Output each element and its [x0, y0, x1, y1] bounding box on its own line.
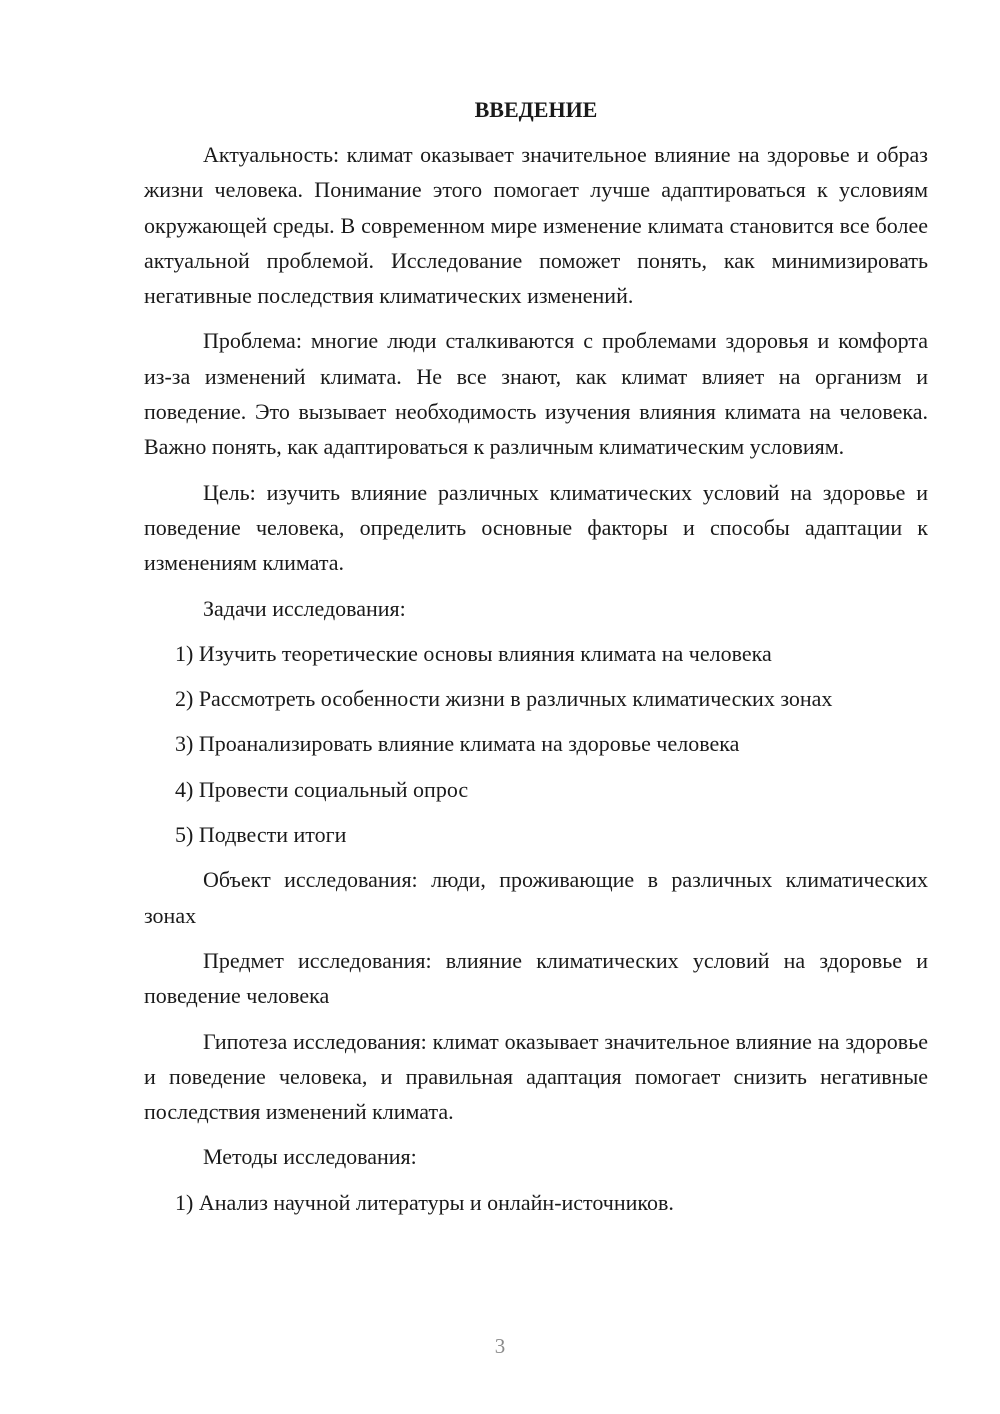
object-paragraph: Объект исследования: люди, проживающие в различных климатических зонах: [144, 867, 928, 928]
page-title: ВВЕДЕНИЕ: [474, 97, 598, 122]
tasks-heading: Задачи исследования:: [203, 595, 406, 621]
hypothesis-paragraph: Гипотеза исследования: климат оказывает значительное влияние на здоровье и поведение человека, и правильная адаптация помогает снизить негативные последствия изменений климата.: [144, 1028, 928, 1125]
list-item: 1) Анализ научной литературы и онлайн-источников.: [175, 1189, 674, 1215]
relevance-paragraph: Актуальность: климат оказывает значительное влияние на здоровье и образ жизни человека. Понимание этого помогает лучше адаптироваться к условиям окружающей среды. В современном мире изменение климата становится все более актуальной проблемой. Исследование поможет понять, как минимизировать негативные последствия климатических изменений.: [144, 142, 928, 309]
list-item: 3) Проанализировать влияние климата на здоровье человека: [175, 731, 740, 757]
problem-paragraph: Проблема: многие люди сталкиваются с проблемами здоровья и комфорта из-за изменений климата. Не все знают, как климат влияет на организм и поведение. Это вызывает необходимость изучения влияния климата на человека. Важно понять, как адаптироваться к различным климатическим условиям.: [144, 328, 928, 460]
methods-list: [144, 1185, 928, 1220]
tasks-list: [144, 636, 928, 852]
list-item: 5) Подвести итоги: [175, 822, 347, 848]
page-number: 3: [494, 1334, 506, 1358]
methods-heading: Методы исследования:: [203, 1144, 417, 1170]
subject-paragraph: Предмет исследования: влияние климатических условий на здоровье и поведение человека: [144, 947, 928, 1009]
page-content: [144, 92, 928, 1230]
list-item: 2) Рассмотреть особенности жизни в различных климатических зонах: [175, 686, 833, 712]
list-item: 1) Изучить теоретические основы влияния климата на человека: [175, 640, 772, 666]
goal-paragraph: Цель: изучить влияние различных климатических условий на здоровье и поведение человека, определить основные факторы и способы адаптации к изменениям климата.: [144, 479, 928, 576]
list-item: 4) Провести социальный опрос: [175, 776, 469, 802]
